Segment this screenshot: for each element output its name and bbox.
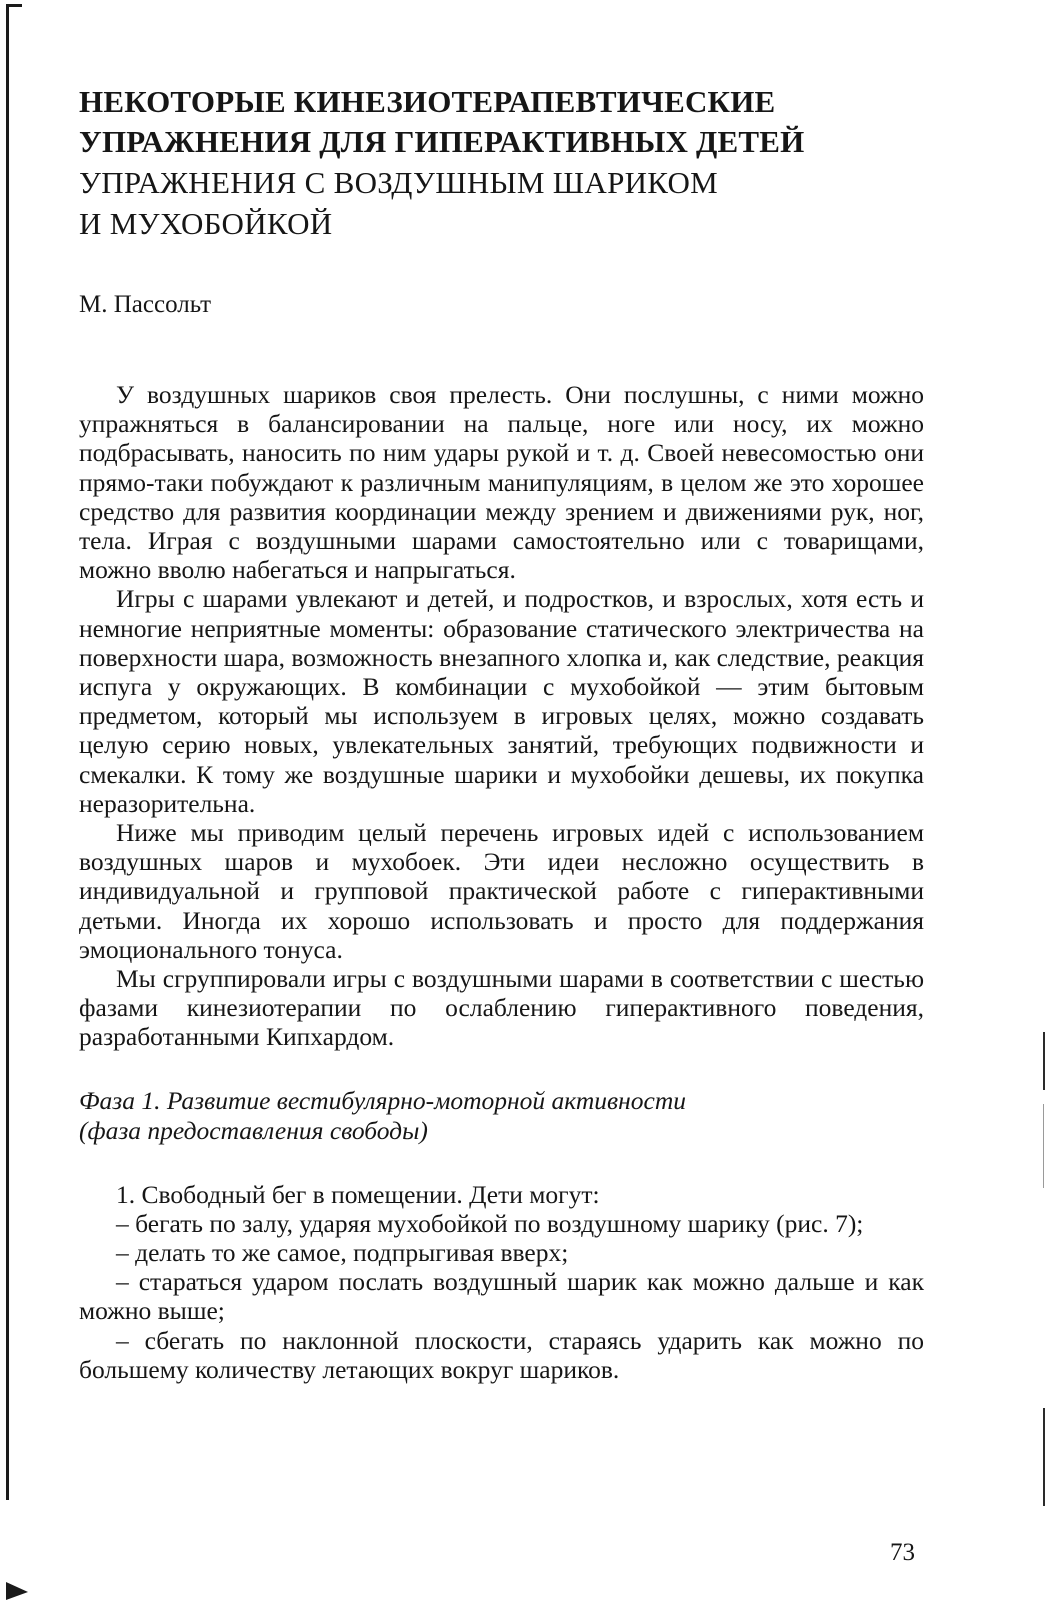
subtitle-line-2: И МУХОБОЙКОЙ xyxy=(79,206,333,241)
paragraph: Ниже мы приводим целый перечень игровых идей с использованием воздушных шаров и мухобоек. Эти идеи несложно осуществить в индивидуальной и групповой практической работе с гиперактивными детьми. Иногда их хорошо использовать и просто для поддержания эмоционального тонуса. xyxy=(79,818,924,964)
scan-mark-right xyxy=(1043,1104,1044,1188)
article-body xyxy=(79,380,924,1052)
scan-mark-right xyxy=(1043,1032,1045,1090)
paragraph: Игры с шарами увлекают и детей, и подростков, и взрослых, хотя есть и немногие неприятные моменты: образование статического электричества на поверхности шара, возможность внезапного хлопка и, как следствие, реакция испуга у окружающих. В комбинации с мухобойкой — этим бытовым предметом, который мы используем в игровых целях, можно создавать целую серию новых, увлекательных занятий, требующих подвижности и смекалки. К тому же воздушные шарики и мухобойки дешевы, их покупка неразорительна. xyxy=(79,584,924,818)
paragraph: Мы сгруппировали игры с воздушными шарами в соответствии с шестью фазами кинезиотерапии по ослаблению гиперактивного поведения, разработанными Кипхардом. xyxy=(79,964,924,1052)
page-number: 73 xyxy=(890,1539,915,1566)
list-intro: 1. Свободный бег в помещении. Дети могут: xyxy=(116,1179,600,1209)
scan-edge-top xyxy=(6,4,22,7)
page-content xyxy=(79,82,924,1384)
article-header xyxy=(79,82,924,244)
scan-corner-mark xyxy=(6,1582,28,1600)
paragraph: У воздушных шариков своя прелесть. Они послушны, с ними можно упражняться в балансировании на пальце, ноге или носу, их можно подбрасывать, наносить по ним удары рукой и т. д. Своей невесомостью они прямо-таки побуждают к различным манипуляциям, в целом же это хорошее средство для развития координации между зрением и движениями рук, ног, тела. Играя с воздушными шарами самостоятельно или с товарищами, можно вволю набегаться и напрыгаться. xyxy=(79,380,924,585)
title-line-2: УПРАЖНЕНИЯ ДЛЯ ГИПЕРАКТИВНЫХ ДЕТЕЙ xyxy=(79,124,805,159)
subtitle-line-1: УПРАЖНЕНИЯ С ВОЗДУШНЫМ ШАРИКОМ xyxy=(79,165,719,200)
list-item: – стараться ударом послать воздушный шарик как можно дальше и как можно выше; xyxy=(79,1267,924,1326)
phase-heading-line-2: (фаза предоставления свободы) xyxy=(79,1115,428,1145)
scan-edge-left xyxy=(6,4,9,1500)
scan-mark-right xyxy=(1043,1408,1045,1506)
phase-heading xyxy=(79,1086,924,1146)
title-line-1: НЕКОТОРЫЕ КИНЕЗИОТЕРАПЕВТИЧЕСКИЕ xyxy=(79,84,776,119)
list-item: – бегать по залу, ударяя мухобойкой по воздушному шарику (рис. 7); xyxy=(116,1208,864,1238)
exercise-list xyxy=(79,1180,924,1384)
author: М. Пассольт xyxy=(79,291,212,318)
list-item: – делать то же самое, подпрыгивая вверх; xyxy=(116,1238,569,1268)
list-item: – сбегать по наклонной плоскости, стараясь ударить как можно по большему количеству летающих вокруг шариков. xyxy=(79,1325,924,1384)
phase-heading-line-1: Фаза 1. Развитие вестибулярно-моторной активности xyxy=(79,1085,687,1115)
